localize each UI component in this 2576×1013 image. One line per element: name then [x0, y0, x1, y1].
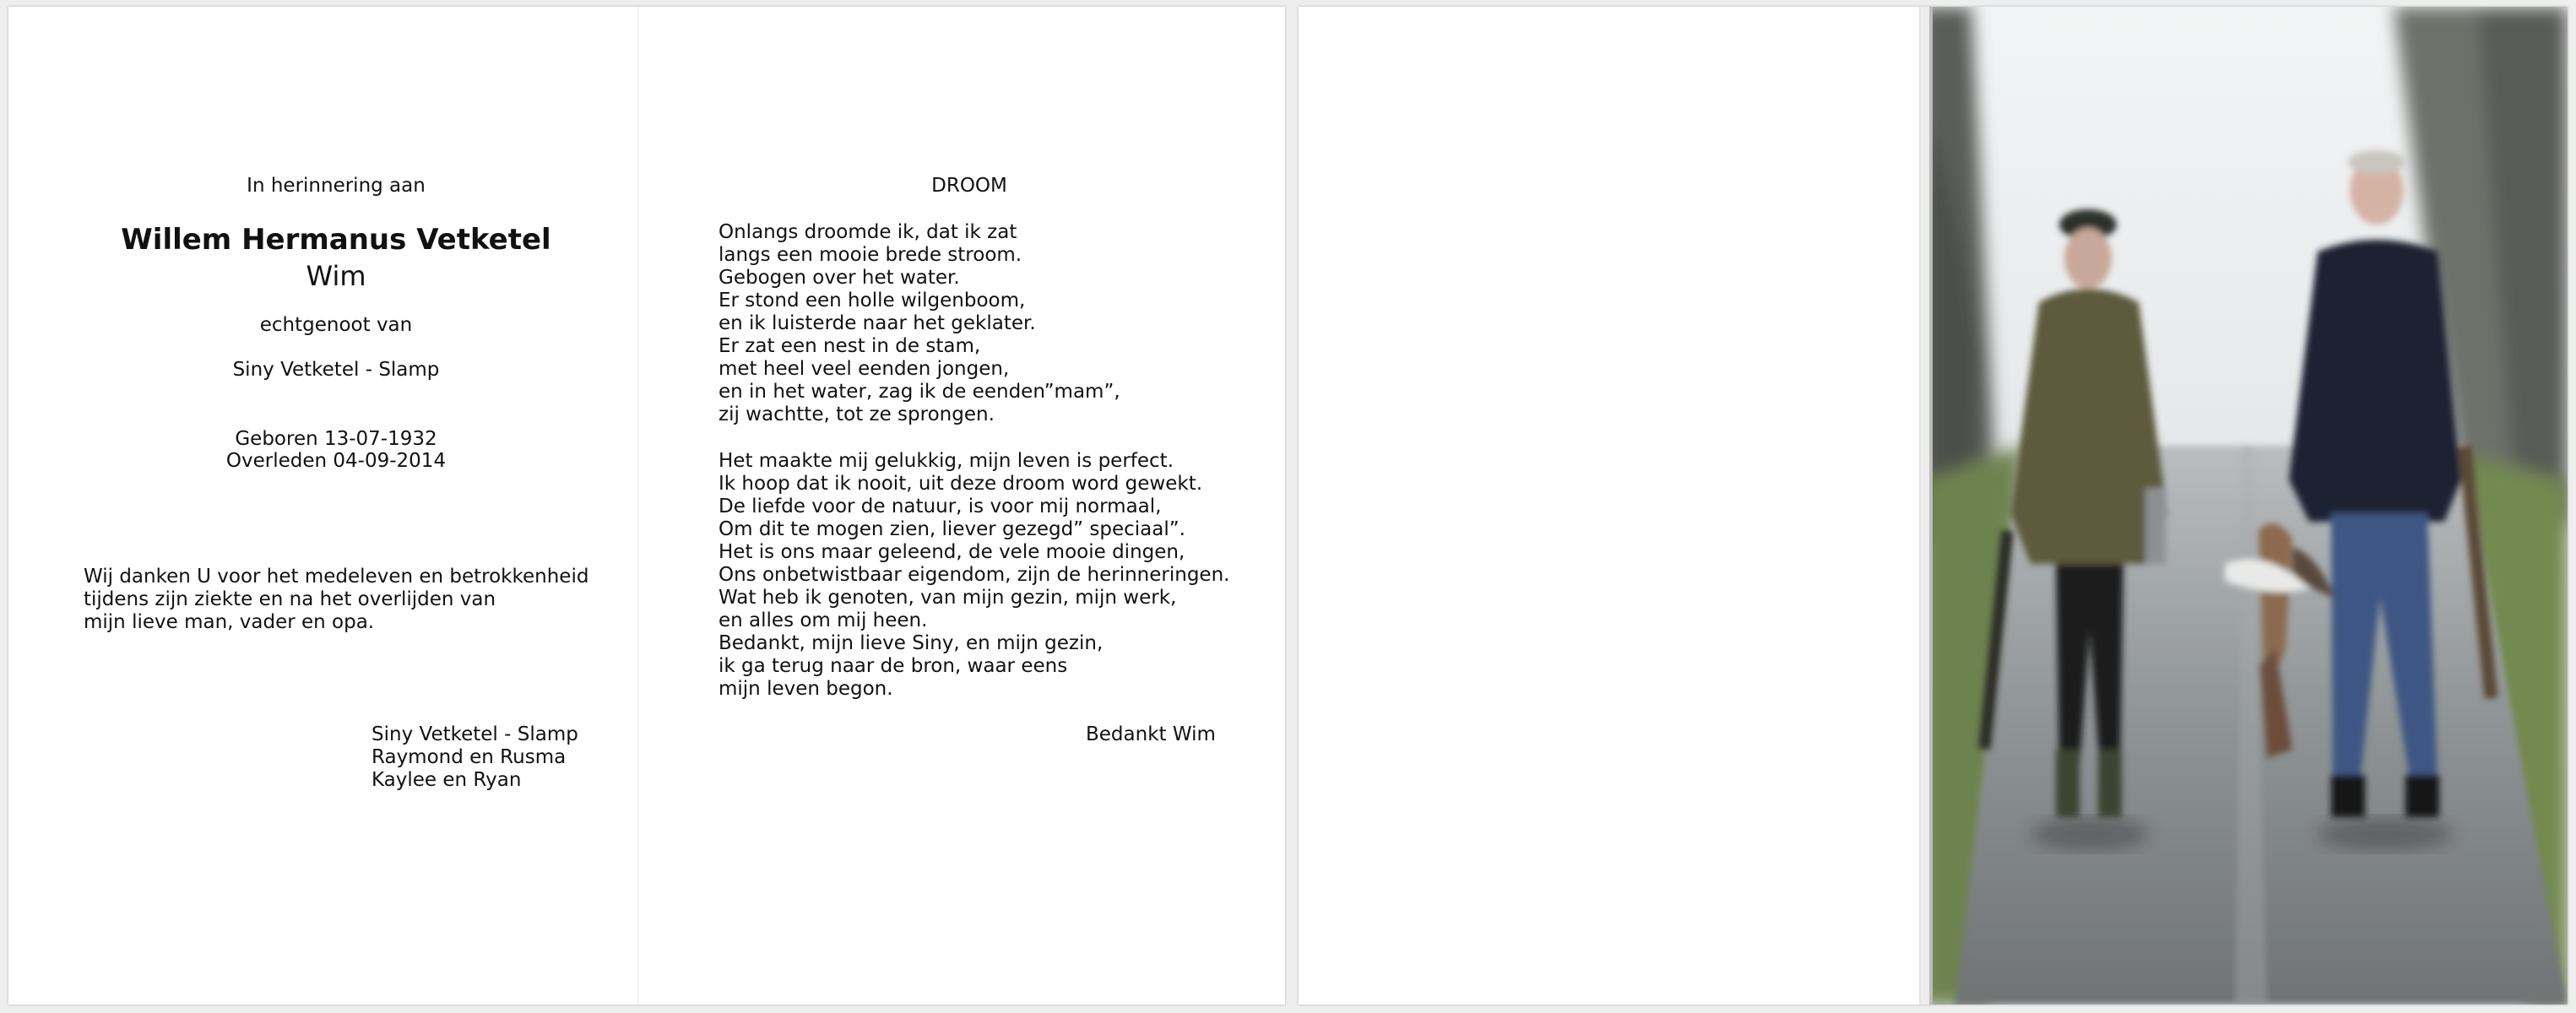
poem-line: De liefde voor de natuur, is voor mij normaal,	[719, 496, 1162, 517]
deceased-nickname: Wim	[306, 260, 366, 292]
spouse-name: Siny Vetketel - Slamp	[232, 359, 440, 381]
thanks-line: Wij danken U voor het medeleven en betrokkenheid	[84, 566, 589, 588]
death-date: Overleden 04-09-2014	[225, 450, 447, 472]
poem-line: Om dit te mogen zien, liever gezegd” speciaal”.	[719, 518, 1185, 540]
two-men-on-road-photo	[1921, 7, 2568, 1005]
poem-line: Wat heb ik genoten, van mijn gezin, mijn werk,	[719, 587, 1177, 609]
poem-line: Gebogen over het water.	[719, 267, 960, 289]
poem-stanza-1	[719, 221, 1120, 426]
poem-line: en alles om mij heen.	[719, 609, 928, 631]
poem-line: langs een mooie brede stroom.	[719, 244, 1022, 266]
poem-line: Het is ons maar geleend, de vele mooie dingen,	[719, 541, 1185, 563]
poem-line: en in het water, zag ik de eenden”mam”,	[719, 381, 1120, 403]
poem-signature: Bedankt Wim	[1086, 723, 1216, 745]
spouse-intro: echtgenoot van	[259, 314, 413, 336]
thanks-text	[84, 566, 588, 634]
poem-line: en ik luisterde naar het geklater.	[719, 312, 1036, 334]
family-list	[371, 723, 578, 792]
poem-line: zij wachtte, tot ze sprongen.	[719, 404, 995, 425]
birth-date: Geboren 13-07-1932	[235, 428, 437, 450]
family-member: Siny Vetketel - Slamp	[371, 723, 578, 745]
poem-line: mijn leven begon.	[719, 678, 893, 700]
poem-line: Ik hoop dat ik nooit, uit deze droom word gewekt.	[719, 473, 1203, 495]
poem-line: Onlangs droomde ik, dat ik zat	[719, 221, 1017, 243]
poem-line: met heel veel eenden jongen,	[719, 358, 1010, 380]
poem-title: DROOM	[931, 175, 1007, 197]
poem-stanza-2	[719, 450, 1229, 701]
thanks-line: mijn lieve man, vader en opa.	[84, 611, 375, 633]
memorial-heading: In herinnering aan	[247, 175, 426, 197]
thanks-line: tijdens zijn ziekte en na het overlijden van	[84, 588, 496, 610]
poem-line: Er zat een nest in de stam,	[719, 335, 981, 357]
poem-line: Er stond een holle wilgenboom,	[719, 290, 1026, 311]
poem-line: Ons onbetwistbaar eigendom, zijn de herinneringen.	[719, 564, 1230, 586]
photo-illustration	[1921, 7, 2568, 1005]
deceased-full-name: Willem Hermanus Vetketel	[121, 223, 551, 257]
poem-line: Bedankt, mijn lieve Siny, en mijn gezin,	[719, 632, 1104, 654]
card-fold	[637, 7, 639, 1005]
poem-line: ik ga terug naar de bron, waar eens	[719, 655, 1068, 677]
family-member: Raymond en Rusma	[371, 746, 567, 768]
family-member: Kaylee en Ryan	[371, 769, 522, 791]
poem-line: Het maakte mij gelukkig, mijn leven is perfect.	[719, 450, 1174, 472]
